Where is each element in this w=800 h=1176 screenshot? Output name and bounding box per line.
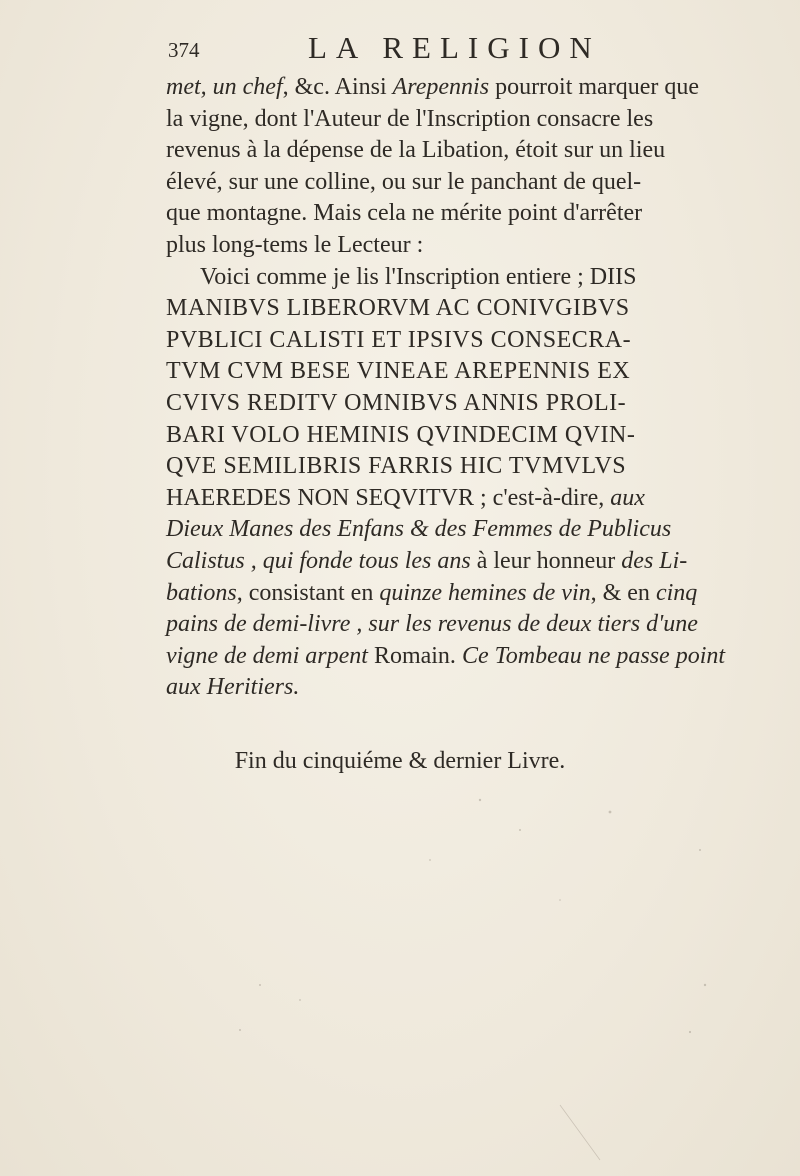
body-text: [166, 72, 726, 704]
text-span: , & en: [590, 579, 656, 606]
text-span: HAEREDES NON SEQVITVR ; c'est-à-dire,: [166, 484, 611, 511]
italic-span: Calistus , qui fonde tous les ans: [166, 547, 471, 574]
text-line: plus long-tems le Lecteur :: [166, 231, 424, 258]
italic-span: vigne de demi arpent: [166, 642, 368, 669]
text-line: Dieux Manes des Enfans & des Femmes de Publicus: [166, 516, 672, 543]
end-of-book-note: Fin du cinquiéme & dernier Livre.: [234, 748, 566, 774]
text-line: [166, 546, 688, 578]
text-span: à leur honneur: [470, 547, 622, 574]
text-line: revenus à la dépense de la Libation, étoit sur un lieu: [166, 137, 666, 164]
text-line: TVM CVM BESE VINEAE AREPENNIS EX: [166, 358, 631, 385]
italic-span: bations: [166, 579, 237, 606]
text-line: [166, 483, 645, 515]
italic-span: met, un chef: [166, 74, 283, 100]
italic-span: des Li-: [621, 547, 688, 574]
text-span: Romain.: [367, 642, 462, 669]
text-line: que montagne. Mais cela ne mérite point d'arrêter: [166, 200, 643, 227]
italic-span: Ce Tombeau ne passe point: [461, 642, 726, 669]
text-line: aux Heritiers.: [166, 674, 300, 701]
text-span: , &c. Ainsi: [282, 74, 393, 100]
text-line: QVE SEMILIBRIS FARRIS HIC TVMVLVS: [166, 453, 627, 480]
text-line: CVIVS REDITV OMNIBVS ANNIS PROLI-: [166, 389, 627, 416]
text-line: [166, 72, 699, 104]
italic-span: Arepennis: [392, 74, 490, 100]
text-line: [166, 641, 726, 673]
italic-span: aux: [610, 484, 645, 511]
running-title: LA RELIGION: [308, 30, 601, 65]
text-span: pourroit marquer que: [489, 74, 699, 100]
text-line: [166, 578, 698, 610]
text-line: Voici comme je lis l'Inscription entiere ; DIIS: [200, 263, 637, 290]
text-line: la vigne, dont l'Auteur de l'Inscription consacre les: [166, 105, 654, 132]
page-header: [168, 30, 608, 66]
italic-span: cinq: [655, 579, 698, 606]
text-line: pains de demi-livre , sur les revenus de deux tiers d'une: [166, 611, 698, 638]
italic-span: quinze hemines de vin: [379, 579, 591, 606]
text-line: PVBLICI CALISTI ET IPSIVS CONSECRA-: [166, 326, 632, 353]
text-line: BARI VOLO HEMINIS QVINDECIM QVIN-: [166, 421, 636, 448]
text-span: , consistant en: [236, 579, 380, 606]
text-line: MANIBVS LIBERORVM AC CONIVGIBVS: [166, 295, 630, 322]
page-number: 374: [168, 38, 200, 62]
text-line: élevé, sur une colline, ou sur le panchant de quel-: [166, 168, 642, 195]
